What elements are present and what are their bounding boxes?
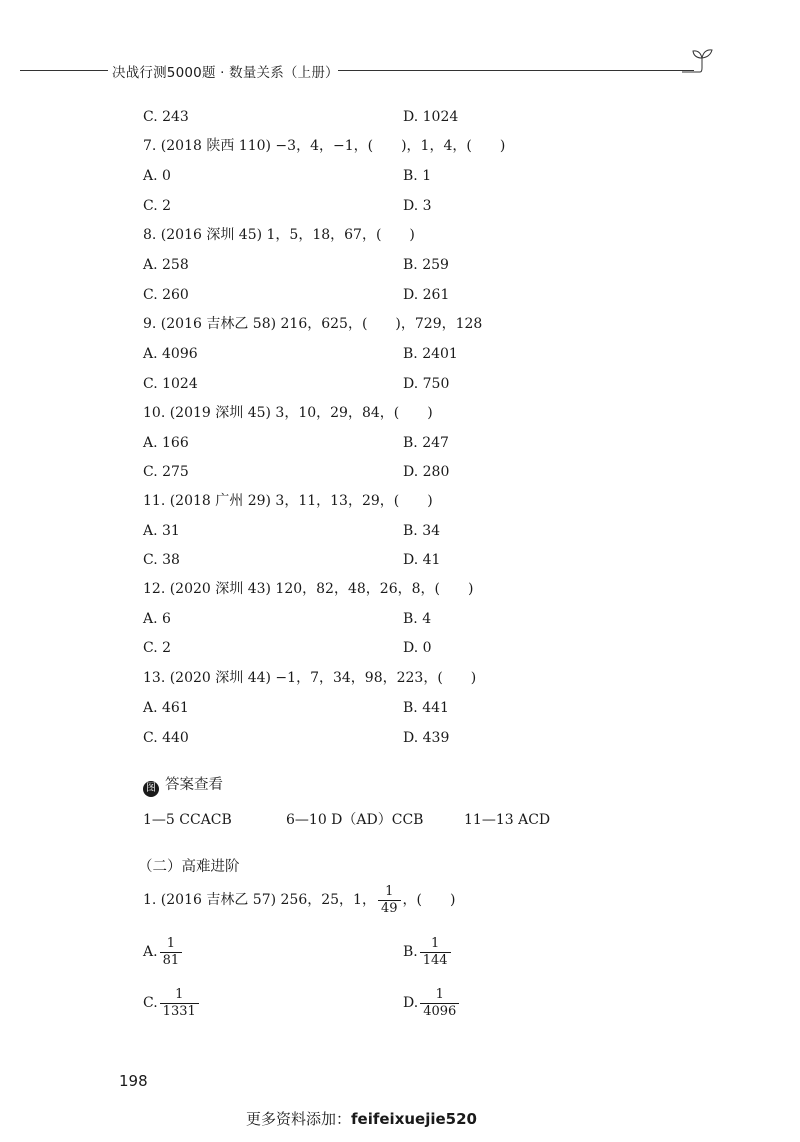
answer-section-heading [143, 774, 223, 797]
option-a: A. 166 [143, 435, 189, 451]
option-a: A. 6 [143, 611, 171, 627]
question-12: 12. (2020 深圳 43) 120，82，48，26，8，( ) [143, 581, 474, 597]
running-header [0, 56, 800, 86]
numerator: 1 [385, 883, 394, 899]
answer-icon: 图 [143, 781, 159, 797]
denominator: 4096 [420, 1003, 459, 1020]
question-13: 13. (2020 深圳 44) −1，7，34，98，223，( ) [143, 670, 477, 686]
option-d: D. 280 [403, 464, 450, 480]
answer-group: 6—10 D（AD）CCB [286, 812, 424, 828]
footer-note [246, 1108, 477, 1129]
option-c: C. 2 [143, 198, 172, 214]
option-b: B. 247 [403, 435, 449, 451]
option-b: B. 1 [403, 168, 432, 184]
option-b: B. 4 [403, 611, 432, 627]
option-b [403, 932, 453, 972]
question-suffix: ，( ) [402, 892, 456, 908]
page-number: 198 [119, 1072, 148, 1090]
option-a: A. 31 [143, 523, 180, 539]
option-c [143, 983, 201, 1023]
option-c: C. 2 [143, 640, 172, 656]
question-7: 7. (2018 陕西 110) −3，4，−1，( )，1，4，( ) [143, 138, 506, 154]
option-label: B. [403, 944, 418, 960]
header-rule-right [338, 70, 694, 71]
option-a: A. 4096 [143, 346, 198, 362]
footer-note-label: 更多资料添加： [246, 1110, 352, 1128]
option-c: C. 275 [143, 464, 189, 480]
fraction [420, 936, 451, 969]
fraction [160, 936, 183, 969]
denominator: 81 [160, 952, 183, 969]
question-11: 11. (2018 广州 29) 3，11，13，29，( ) [143, 493, 433, 509]
question-8: 8. (2016 深圳 45) 1，5，18，67，( ) [143, 227, 415, 243]
option-a: A. 258 [143, 257, 189, 273]
numerator: 1 [166, 935, 175, 951]
option-b: B. 259 [403, 257, 449, 273]
option-label: A. [143, 944, 158, 960]
option-d: D. 1024 [403, 109, 459, 125]
option-label: C. [143, 995, 158, 1011]
fraction [378, 884, 401, 917]
option-d: D. 41 [403, 552, 441, 568]
option-c: C. 243 [143, 109, 189, 125]
option-b: B. 34 [403, 523, 441, 539]
option-a: A. 461 [143, 700, 189, 716]
option-label: D. [403, 995, 419, 1011]
option-d: D. 3 [403, 198, 432, 214]
option-d: D. 261 [403, 287, 450, 303]
fraction [420, 987, 459, 1020]
numerator: 1 [175, 986, 184, 1002]
header-title: 决战行测5000题 · 数量关系（上册） [112, 65, 339, 81]
option-c: C. 38 [143, 552, 180, 568]
denominator: 144 [420, 952, 451, 969]
option-d [403, 983, 461, 1023]
numerator: 1 [435, 986, 444, 1002]
advanced-section-title: （二）高难进阶 [138, 859, 240, 875]
answer-group: 11—13 ACD [464, 812, 551, 828]
option-a [143, 932, 184, 972]
advanced-question-1 [143, 880, 455, 920]
question-prefix: 1. (2016 吉林乙 57) 256，25，1， [143, 892, 376, 908]
sprout-icon [680, 46, 716, 74]
footer-note-value: feifeixuejie520 [351, 1110, 477, 1128]
option-c: C. 440 [143, 730, 189, 746]
option-c: C. 260 [143, 287, 189, 303]
option-c: C. 1024 [143, 376, 198, 392]
option-d: D. 439 [403, 730, 450, 746]
denominator: 1331 [160, 1003, 199, 1020]
option-b: B. 2401 [403, 346, 458, 362]
question-10: 10. (2019 深圳 45) 3，10，29，84，( ) [143, 405, 433, 421]
fraction [160, 987, 199, 1020]
question-9: 9. (2016 吉林乙 58) 216，625，( )，729，128 [143, 316, 483, 332]
denominator: 49 [378, 900, 401, 917]
option-a: A. 0 [143, 168, 171, 184]
option-d: D. 0 [403, 640, 432, 656]
header-rule-left [20, 70, 108, 71]
option-d: D. 750 [403, 376, 450, 392]
answer-group: 1—5 CCACB [143, 812, 232, 828]
numerator: 1 [431, 935, 440, 951]
answer-section-title: 答案查看 [165, 777, 223, 793]
option-b: B. 441 [403, 700, 449, 716]
